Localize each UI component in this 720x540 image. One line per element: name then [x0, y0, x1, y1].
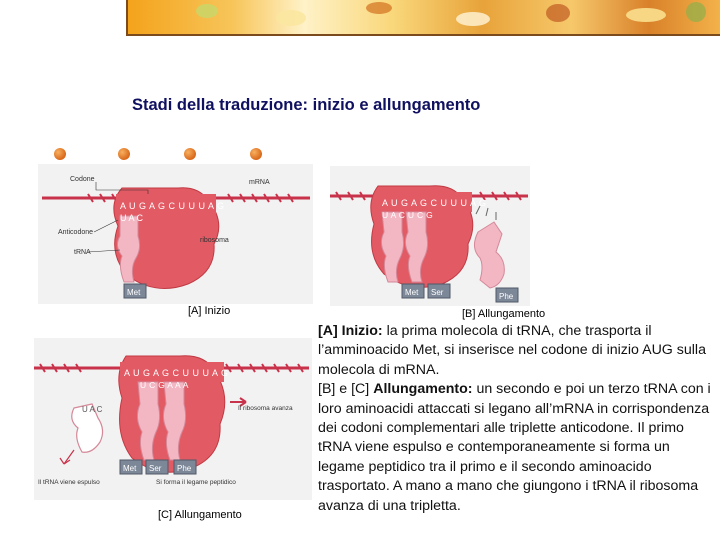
amino-acid-ser: Ser	[431, 288, 444, 297]
heading-inizio: [A] Inizio:	[318, 323, 383, 339]
prefix-allungamento: [B] e [C]	[318, 381, 374, 398]
header-banner	[126, 0, 720, 34]
amino-acid-met: Met	[123, 464, 137, 473]
heading-allungamento: Allungamento:	[373, 381, 473, 398]
label-ribosoma-avanza: Il ribosoma avanza	[238, 405, 293, 412]
caption-inizio: [A] Inizio	[188, 305, 231, 317]
label-trna: tRNA	[74, 249, 91, 256]
slide-title: Stadi della traduzione: inizio e allungamento	[132, 96, 481, 114]
label-codone: Codone	[70, 176, 95, 183]
mrna-bases: A U G A G C U U U A G	[382, 198, 487, 208]
text-allungamento: un secondo e poi un terzo tRNA con i loro aminoacidi attaccati si legano all’mRNA in corrispondenza dei codoni complementari alle triplette anticodone. Il primo tRNA viene espulso e contemporaneamente si forma un legame peptidico tra il primo e il secondo aminoacido trasportato. A mano a mano che giungono i tRNA il ribosoma avanza di una tripletta.	[318, 381, 711, 514]
amino-acid-phe: Phe	[177, 464, 192, 473]
caption-allungamento-c: [C] Allungamento	[158, 509, 242, 521]
label-anticodone: Anticodone	[58, 229, 94, 236]
bullet-dot	[250, 148, 262, 160]
amino-acid-met: Met	[405, 288, 419, 297]
diagram-allungamento-b	[330, 166, 530, 306]
bullet-dot	[54, 148, 66, 160]
bullet-dot	[118, 148, 130, 160]
anticodon: U A C	[120, 213, 144, 223]
label-legame-peptidico: Si forma il legame peptidico	[156, 479, 236, 486]
bullet-dot	[184, 148, 196, 160]
mrna-bases: A U G A G C U U U A G	[120, 201, 225, 211]
expelled-anticodon: U A C	[82, 405, 103, 414]
anticodons: U A C U C G	[382, 210, 434, 220]
diagram-allungamento-c	[34, 338, 312, 500]
amino-acid-phe: Phe	[499, 292, 514, 301]
amino-acid-label: Met	[127, 288, 141, 297]
mrna-bases: A U G A G C U U U A G	[124, 368, 229, 378]
diagram-inizio	[38, 164, 313, 304]
anticodons: U C G A A A	[140, 380, 189, 390]
label-trna-espulso: Il tRNA viene espulso	[38, 479, 100, 486]
caption-allungamento-b: [B] Allungamento	[462, 308, 546, 320]
text-inizio: la prima molecola di tRNA, che trasporta il l’amminoacido Met, si inserisce nel codone di inizio AUG sulla molecola di mRNA.	[318, 323, 706, 378]
description-text	[318, 322, 716, 516]
amino-acid-ser: Ser	[149, 464, 162, 473]
label-ribosoma: ribosoma	[200, 237, 229, 244]
label-mrna: mRNA	[249, 179, 270, 186]
banner-divider	[126, 34, 720, 36]
banner-edge	[126, 0, 128, 36]
